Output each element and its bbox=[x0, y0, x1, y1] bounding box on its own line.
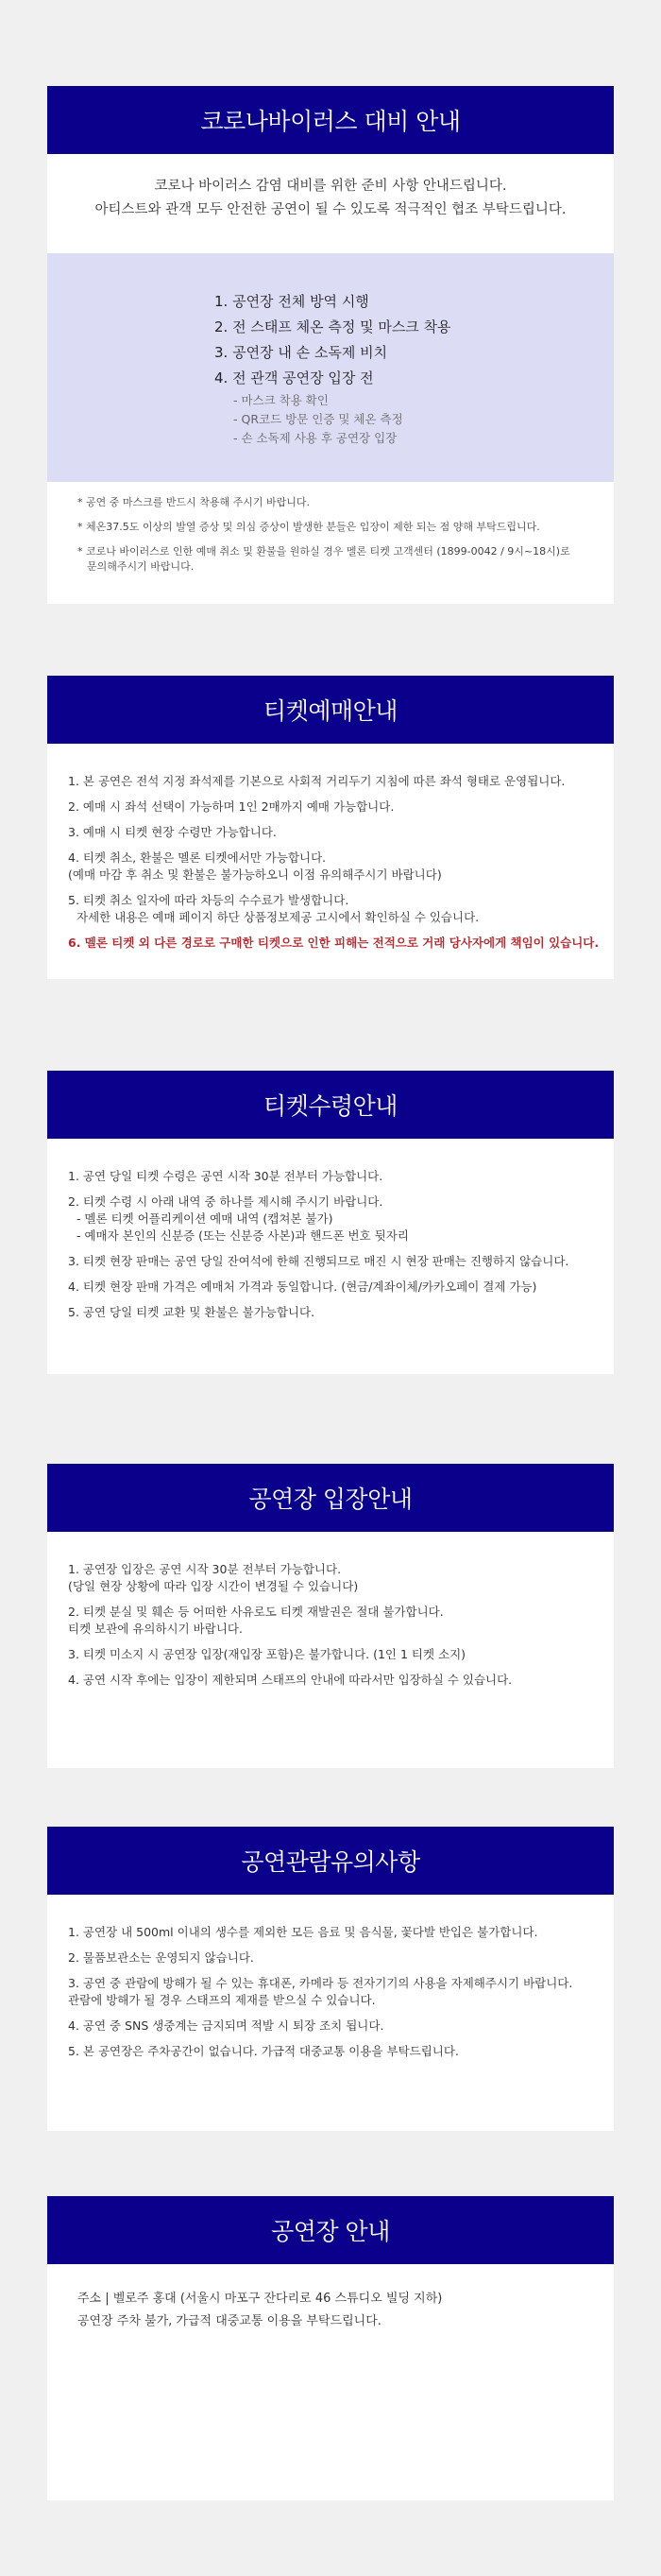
list-item-text: 4. 공연 중 SNS 생중계는 금지되며 적발 시 퇴장 조치 됩니다. bbox=[68, 2018, 384, 2033]
venue-card bbox=[47, 2196, 614, 2500]
list-item bbox=[68, 1975, 614, 2009]
covid-note: * 공연 중 마스크를 반드시 착용해 주시기 바랍니다. bbox=[77, 496, 310, 508]
covid-measure-item: 1. 공연장 전체 방역 시행 bbox=[214, 293, 369, 310]
list-item bbox=[68, 1279, 614, 1296]
list-item bbox=[68, 773, 614, 790]
venue-info bbox=[47, 2264, 614, 2333]
list-item bbox=[68, 1253, 614, 1270]
reservation-list bbox=[47, 744, 614, 952]
list-item-text: 1. 공연 당일 티켓 수령은 공연 시작 30분 전부터 가능합니다. bbox=[68, 1169, 383, 1183]
list-item-text: 5. 티켓 취소 일자에 따라 차등의 수수료가 발생합니다. bbox=[68, 893, 349, 907]
list-item-text: - 멜론 티켓 어플리케이션 예매 내역 (캡쳐본 불가) bbox=[76, 1211, 333, 1226]
entry-title: 공연장 입장안내 bbox=[47, 1464, 614, 1532]
reservation-warning: 6. 멜론 티켓 외 다른 경로로 구매한 티켓으로 인한 피해는 전적으로 거래 당사자에게 책임이 있습니다. bbox=[68, 936, 600, 950]
covid-note-continued: 문의해주시기 바랍니다. bbox=[87, 560, 195, 573]
pickup-title: 티켓수령안내 bbox=[47, 1071, 614, 1139]
covid-notes bbox=[47, 482, 614, 575]
covid-measure-item: 3. 공연장 내 손 소독제 비치 bbox=[214, 344, 388, 361]
reservation-card bbox=[47, 676, 614, 979]
list-item bbox=[68, 1304, 614, 1321]
list-item-text: 3. 티켓 현장 판매는 공연 당일 잔여석에 한해 진행되므로 매진 시 현장 판매는 진행하지 않습니다. bbox=[68, 1254, 569, 1268]
list-item bbox=[68, 2018, 614, 2035]
list-item-text: 2. 티켓 분실 및 훼손 등 어떠한 사유로도 티켓 재발권은 절대 불가합니다. bbox=[68, 1605, 444, 1619]
covid-measures-list bbox=[214, 289, 614, 448]
list-item-text: 1. 본 공연은 전석 지정 좌석제를 기본으로 사회적 거리두기 지침에 따른 좌석 형태로 운영됩니다. bbox=[68, 774, 566, 788]
list-item-text: 5. 공연 당일 티켓 교환 및 환불은 불가능합니다. bbox=[68, 1305, 315, 1319]
list-item bbox=[68, 1672, 614, 1689]
pickup-list bbox=[47, 1139, 614, 1321]
list-item-text: 2. 물품보관소는 운영되지 않습니다. bbox=[68, 1950, 254, 1965]
covid-measures-box bbox=[47, 253, 614, 482]
list-item-text: 4. 티켓 취소, 환불은 멜론 티켓에서만 가능합니다. bbox=[68, 850, 327, 865]
venue-parking: 공연장 주차 불가, 가급적 대중교통 이용을 부탁드립니다. bbox=[77, 2314, 381, 2328]
list-item bbox=[68, 1604, 614, 1638]
list-item bbox=[68, 799, 614, 816]
covid-intro-line: 코로나 바이러스 감염 대비를 위한 준비 사항 안내드립니다. bbox=[154, 179, 507, 194]
list-item-text: 4. 공연 시작 후에는 입장이 제한되며 스태프의 안내에 따라서만 입장하실 수 있습니다. bbox=[68, 1673, 513, 1687]
covid-notice-card bbox=[47, 86, 614, 604]
list-item-text: 3. 예매 시 티켓 현장 수령만 가능합니다. bbox=[68, 825, 277, 839]
covid-intro bbox=[47, 154, 614, 253]
list-item-text: 3. 티켓 미소지 시 공연장 입장(재입장 포함)은 불가합니다. (1인 1 티켓 소지) bbox=[68, 1647, 466, 1661]
list-item-text: (당일 현장 상황에 따라 입장 시간이 변경될 수 있습니다) bbox=[68, 1579, 359, 1593]
covid-intro-line: 아티스트와 관객 모두 안전한 공연이 될 수 있도록 적극적인 협조 부탁드립니다. bbox=[94, 202, 567, 217]
list-item bbox=[68, 824, 614, 841]
list-item-text: 5. 본 공연장은 주차공간이 없습니다. 가급적 대중교통 이용을 부탁드립니다. bbox=[68, 2044, 459, 2058]
list-item-text: 1. 공연장 내 500ml 이내의 생수를 제외한 모든 음료 및 음식물, 꽃다발 반입은 불가합니다. bbox=[68, 1925, 538, 1939]
list-item-text: 2. 예매 시 좌석 선택이 가능하며 1인 2매까지 예매 가능합니다. bbox=[68, 799, 395, 814]
list-item bbox=[68, 1194, 614, 1245]
etiquette-title: 공연관람유의사항 bbox=[47, 1827, 614, 1895]
list-item bbox=[68, 1561, 614, 1595]
covid-measure-item: 2. 전 스태프 체온 측정 및 마스크 착용 bbox=[214, 318, 451, 335]
entry-list bbox=[47, 1532, 614, 1689]
list-item-text: 3. 공연 중 관람에 방해가 될 수 있는 휴대폰, 카메라 등 전자기기의 사용을 자제해주시기 바랍니다. bbox=[68, 1976, 573, 1990]
pickup-card bbox=[47, 1071, 614, 1374]
list-item-text: 4. 티켓 현장 판매 가격은 예매처 가격과 동일합니다. (현금/계좌이체/카카오페이 결제 가능) bbox=[68, 1279, 537, 1294]
list-item-text: 1. 공연장 입장은 공연 시작 30분 전부터 가능합니다. bbox=[68, 1562, 342, 1576]
list-item bbox=[68, 892, 614, 926]
list-item bbox=[68, 1646, 614, 1663]
list-item bbox=[68, 1949, 614, 1966]
venue-title: 공연장 안내 bbox=[47, 2196, 614, 2264]
list-item-text: 관람에 방해가 될 경우 스태프의 제재를 받으실 수 있습니다. bbox=[68, 1993, 376, 2007]
covid-sub-measure: - 마스크 착용 확인 bbox=[233, 393, 329, 407]
covid-sub-measure: - QR코드 방문 인증 및 체온 측정 bbox=[233, 412, 403, 426]
list-item bbox=[68, 1924, 614, 1941]
reservation-title: 티켓예매안내 bbox=[47, 676, 614, 744]
etiquette-list bbox=[47, 1895, 614, 2060]
list-item-text: - 예매자 본인의 신분증 (또는 신분증 사본)과 핸드폰 번호 뒷자리 bbox=[76, 1228, 409, 1243]
list-item-text: 자세한 내용은 예매 페이지 하단 상품정보제공 고시에서 확인하실 수 있습니다. bbox=[76, 910, 480, 924]
covid-sub-measure: - 손 소독제 사용 후 공연장 입장 bbox=[233, 431, 398, 445]
list-item bbox=[68, 2043, 614, 2060]
covid-note: * 체온37.5도 이상의 발열 증상 및 의심 증상이 발생한 분들은 입장이 제한 되는 점 양해 부탁드립니다. bbox=[77, 521, 540, 533]
etiquette-card bbox=[47, 1827, 614, 2131]
covid-measure-item: 4. 전 관객 공연장 입장 전 bbox=[214, 369, 374, 386]
list-item-text: 2. 티켓 수령 시 아래 내역 중 하나를 제시해 주시기 바랍니다. bbox=[68, 1194, 383, 1209]
list-item-text: 티켓 보관에 유의하시기 바랍니다. bbox=[68, 1622, 243, 1636]
venue-address: 주소 | 벨로주 홍대 (서울시 마포구 잔다리로 46 스튜디오 빌딩 지하) bbox=[77, 2292, 443, 2306]
covid-notice-title: 코로나바이러스 대비 안내 bbox=[47, 86, 614, 154]
entry-card bbox=[47, 1464, 614, 1768]
list-item-text: (예매 마감 후 취소 및 환불은 불가능하오니 이점 유의해주시기 바랍니다) bbox=[68, 867, 442, 882]
covid-note: * 코로나 바이러스로 인한 예매 취소 및 환불을 원하실 경우 멜론 티켓 고객센터 (1899-0042 / 9시~18시)로 bbox=[77, 545, 570, 558]
list-item bbox=[68, 1168, 614, 1185]
list-item bbox=[68, 850, 614, 884]
